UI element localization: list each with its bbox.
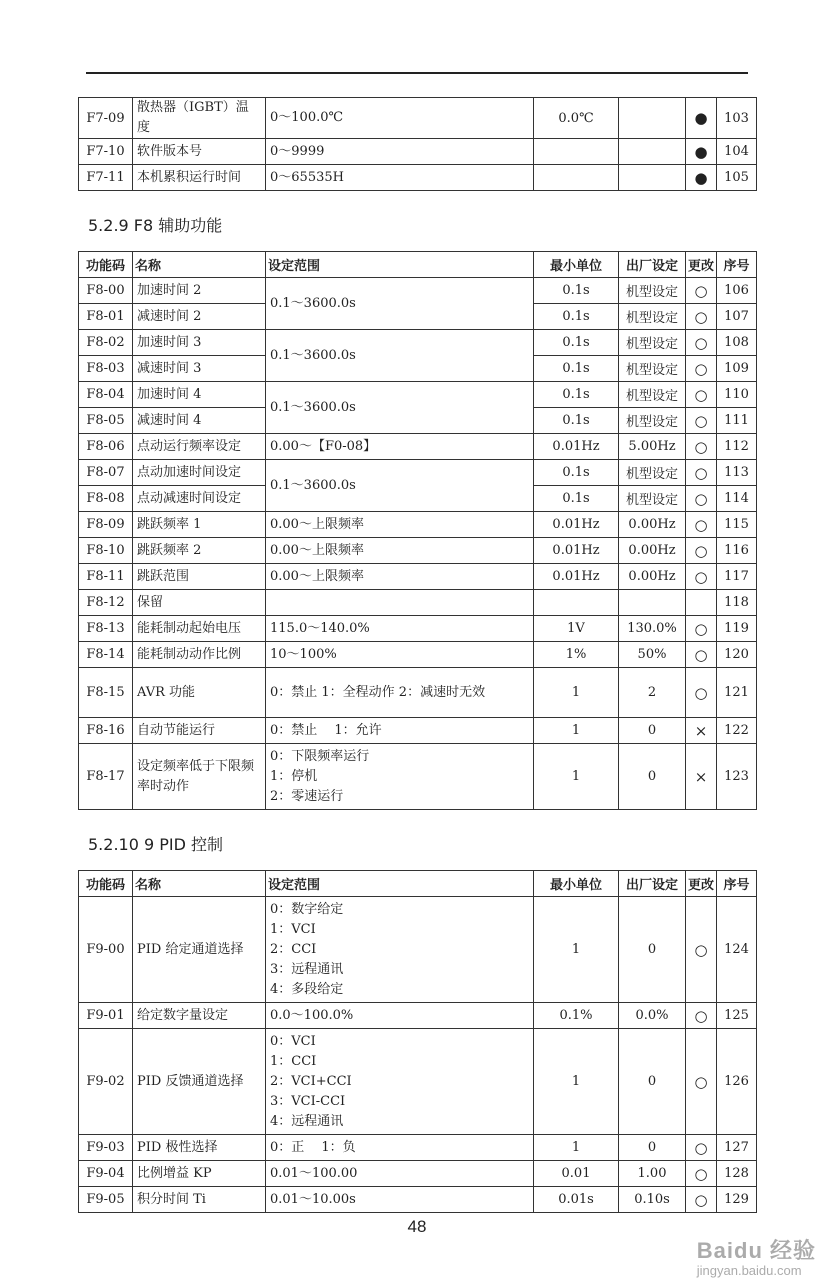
param-change-flag-icon: ○ bbox=[686, 1187, 717, 1213]
table-row bbox=[79, 642, 757, 668]
param-factory-default: 0 bbox=[619, 744, 686, 810]
param-range: 0～100.0℃ bbox=[266, 98, 534, 139]
header-seq: 序号 bbox=[717, 252, 757, 278]
param-seq: 112 bbox=[717, 434, 757, 460]
param-code: F8-06 bbox=[79, 434, 133, 460]
param-factory-default: 机型设定 bbox=[619, 460, 686, 486]
param-factory-default: 机型设定 bbox=[619, 408, 686, 434]
table-row bbox=[79, 744, 757, 810]
table-row bbox=[79, 1003, 757, 1029]
param-change-flag-icon: ○ bbox=[686, 642, 717, 668]
param-name: PID 极性选择 bbox=[133, 1135, 266, 1161]
param-name: 加速时间 2 bbox=[133, 278, 266, 304]
param-min-unit: 0.1s bbox=[534, 486, 619, 512]
param-code: F8-02 bbox=[79, 330, 133, 356]
param-code: F8-16 bbox=[79, 718, 133, 744]
page-number: 48 bbox=[407, 1217, 427, 1236]
param-min-unit: 0.1s bbox=[534, 304, 619, 330]
param-seq: 105 bbox=[717, 165, 757, 191]
table-row bbox=[79, 1161, 757, 1187]
header-name: 名称 bbox=[133, 871, 266, 897]
param-name: 减速时间 2 bbox=[133, 304, 266, 330]
param-range: 0.1～3600.0s bbox=[266, 460, 534, 512]
param-factory-default: 机型设定 bbox=[619, 304, 686, 330]
param-name: 能耗制动起始电压 bbox=[133, 616, 266, 642]
param-name: 本机累积运行时间 bbox=[133, 165, 266, 191]
param-name: 自动节能运行 bbox=[133, 718, 266, 744]
param-code: F9-00 bbox=[79, 897, 133, 1003]
param-code: F8-08 bbox=[79, 486, 133, 512]
param-name: 给定数字量设定 bbox=[133, 1003, 266, 1029]
param-change-flag-icon: ○ bbox=[686, 460, 717, 486]
param-change-flag-icon: × bbox=[686, 718, 717, 744]
param-seq: 123 bbox=[717, 744, 757, 810]
param-factory-default bbox=[619, 165, 686, 191]
param-range: 0.1～3600.0s bbox=[266, 382, 534, 434]
param-seq: 111 bbox=[717, 408, 757, 434]
table-row bbox=[79, 897, 757, 1003]
param-change-flag-icon: ○ bbox=[686, 1161, 717, 1187]
param-factory-default bbox=[619, 590, 686, 616]
param-min-unit: 0.1% bbox=[534, 1003, 619, 1029]
param-code: F9-05 bbox=[79, 1187, 133, 1213]
param-seq: 114 bbox=[717, 486, 757, 512]
param-min-unit: 1 bbox=[534, 897, 619, 1003]
param-min-unit: 1 bbox=[534, 744, 619, 810]
header-change: 更改 bbox=[686, 252, 717, 278]
param-range: 0.1～3600.0s bbox=[266, 278, 534, 330]
param-seq: 127 bbox=[717, 1135, 757, 1161]
param-min-unit: 0.1s bbox=[534, 408, 619, 434]
param-seq: 104 bbox=[717, 139, 757, 165]
param-factory-default: 机型设定 bbox=[619, 278, 686, 304]
param-range: 0.00～上限频率 bbox=[266, 512, 534, 538]
table-row bbox=[79, 538, 757, 564]
param-range: 0.00～上限频率 bbox=[266, 564, 534, 590]
header-default: 出厂设定 bbox=[619, 871, 686, 897]
param-factory-default: 0 bbox=[619, 1135, 686, 1161]
param-name: 散热器（IGBT）温度 bbox=[133, 98, 266, 139]
param-name: 跳跃范围 bbox=[133, 564, 266, 590]
param-name: 点动运行频率设定 bbox=[133, 434, 266, 460]
param-name: 保留 bbox=[133, 590, 266, 616]
table-row bbox=[79, 1029, 757, 1135]
param-min-unit: 1 bbox=[534, 1029, 619, 1135]
param-name: 减速时间 4 bbox=[133, 408, 266, 434]
param-range: 0：正 1：负 bbox=[266, 1135, 534, 1161]
param-factory-default: 机型设定 bbox=[619, 356, 686, 382]
param-range: 0：禁止 1：允许 bbox=[266, 718, 534, 744]
param-code: F8-13 bbox=[79, 616, 133, 642]
table-row bbox=[79, 616, 757, 642]
page bbox=[78, 0, 816, 1283]
table-row bbox=[79, 98, 757, 139]
page-footer bbox=[78, 1213, 816, 1283]
param-code: F7-10 bbox=[79, 139, 133, 165]
table-row bbox=[79, 460, 757, 486]
param-factory-default: 0.00Hz bbox=[619, 538, 686, 564]
param-change-flag-icon: ○ bbox=[686, 668, 717, 718]
section-title-f9: 5.2.10 9 PID 控制 bbox=[88, 835, 224, 854]
param-name: 跳跃频率 2 bbox=[133, 538, 266, 564]
param-min-unit: 0.01Hz bbox=[534, 538, 619, 564]
param-code: F8-17 bbox=[79, 744, 133, 810]
param-factory-default bbox=[619, 98, 686, 139]
param-change-flag-icon: ○ bbox=[686, 486, 717, 512]
param-seq: 121 bbox=[717, 668, 757, 718]
header-code: 功能码 bbox=[79, 871, 133, 897]
param-change-flag-icon: ○ bbox=[686, 1003, 717, 1029]
param-seq: 119 bbox=[717, 616, 757, 642]
param-range: 0：禁止 1：全程动作 2：减速时无效 bbox=[266, 668, 534, 718]
param-name: 点动加速时间设定 bbox=[133, 460, 266, 486]
param-seq: 115 bbox=[717, 512, 757, 538]
param-factory-default: 1.00 bbox=[619, 1161, 686, 1187]
param-seq: 108 bbox=[717, 330, 757, 356]
param-factory-default: 0 bbox=[619, 718, 686, 744]
param-code: F8-10 bbox=[79, 538, 133, 564]
param-code: F8-07 bbox=[79, 460, 133, 486]
param-seq: 116 bbox=[717, 538, 757, 564]
param-change-flag-icon: ○ bbox=[686, 434, 717, 460]
table-header-row bbox=[79, 871, 757, 897]
param-code: F9-03 bbox=[79, 1135, 133, 1161]
param-change-flag-icon: × bbox=[686, 744, 717, 810]
param-factory-default: 机型设定 bbox=[619, 330, 686, 356]
param-change-flag-icon bbox=[686, 590, 717, 616]
param-code: F9-04 bbox=[79, 1161, 133, 1187]
param-table-f7 bbox=[78, 97, 757, 191]
param-code: F8-00 bbox=[79, 278, 133, 304]
param-seq: 117 bbox=[717, 564, 757, 590]
param-name: 软件版本号 bbox=[133, 139, 266, 165]
header-rule bbox=[86, 72, 748, 74]
param-factory-default: 机型设定 bbox=[619, 486, 686, 512]
param-range: 0.00～上限频率 bbox=[266, 538, 534, 564]
param-change-flag-icon: ● bbox=[686, 165, 717, 191]
param-min-unit: 0.01Hz bbox=[534, 564, 619, 590]
param-seq: 107 bbox=[717, 304, 757, 330]
header-range: 设定范围 bbox=[266, 252, 534, 278]
param-name: AVR 功能 bbox=[133, 668, 266, 718]
param-min-unit: 1 bbox=[534, 1135, 619, 1161]
param-seq: 103 bbox=[717, 98, 757, 139]
param-min-unit: 0.01 bbox=[534, 1161, 619, 1187]
param-factory-default: 0 bbox=[619, 1029, 686, 1135]
header-seq: 序号 bbox=[717, 871, 757, 897]
table-row bbox=[79, 590, 757, 616]
watermark-logo: Baidu 经验 bbox=[696, 1238, 816, 1263]
header-default: 出厂设定 bbox=[619, 252, 686, 278]
param-range: 10～100% bbox=[266, 642, 534, 668]
param-code: F8-14 bbox=[79, 642, 133, 668]
param-seq: 129 bbox=[717, 1187, 757, 1213]
param-code: F7-11 bbox=[79, 165, 133, 191]
param-min-unit: 1V bbox=[534, 616, 619, 642]
param-min-unit: 1 bbox=[534, 718, 619, 744]
param-min-unit: 0.1s bbox=[534, 382, 619, 408]
param-change-flag-icon: ○ bbox=[686, 897, 717, 1003]
param-change-flag-icon: ○ bbox=[686, 616, 717, 642]
param-min-unit: 0.0℃ bbox=[534, 98, 619, 139]
param-range: 0.1～3600.0s bbox=[266, 330, 534, 382]
param-name: 跳跃频率 1 bbox=[133, 512, 266, 538]
param-name: 设定频率低于下限频率时动作 bbox=[133, 744, 266, 810]
param-seq: 125 bbox=[717, 1003, 757, 1029]
param-min-unit: 0.1s bbox=[534, 330, 619, 356]
table-row bbox=[79, 718, 757, 744]
param-seq: 110 bbox=[717, 382, 757, 408]
header-range: 设定范围 bbox=[266, 871, 534, 897]
param-range: 0～9999 bbox=[266, 139, 534, 165]
param-seq: 106 bbox=[717, 278, 757, 304]
param-code: F7-09 bbox=[79, 98, 133, 139]
param-min-unit: 0.1s bbox=[534, 356, 619, 382]
param-code: F8-04 bbox=[79, 382, 133, 408]
param-seq: 126 bbox=[717, 1029, 757, 1135]
param-table-f8 bbox=[78, 251, 757, 810]
param-change-flag-icon: ○ bbox=[686, 408, 717, 434]
param-seq: 128 bbox=[717, 1161, 757, 1187]
param-code: F8-05 bbox=[79, 408, 133, 434]
param-seq: 122 bbox=[717, 718, 757, 744]
param-factory-default bbox=[619, 139, 686, 165]
param-range: 0：数字给定 1：VCI 2：CCI 3：远程通讯 4：多段给定 bbox=[266, 897, 534, 1003]
param-seq: 113 bbox=[717, 460, 757, 486]
table-row bbox=[79, 512, 757, 538]
table-row bbox=[79, 165, 757, 191]
header-code: 功能码 bbox=[79, 252, 133, 278]
param-min-unit: 0.1s bbox=[534, 278, 619, 304]
table-row bbox=[79, 1187, 757, 1213]
table-row bbox=[79, 330, 757, 356]
param-change-flag-icon: ○ bbox=[686, 564, 717, 590]
param-factory-default: 机型设定 bbox=[619, 382, 686, 408]
param-factory-default: 2 bbox=[619, 668, 686, 718]
param-factory-default: 5.00Hz bbox=[619, 434, 686, 460]
table-row bbox=[79, 564, 757, 590]
header-name: 名称 bbox=[133, 252, 266, 278]
param-change-flag-icon: ○ bbox=[686, 304, 717, 330]
param-name: 点动减速时间设定 bbox=[133, 486, 266, 512]
param-change-flag-icon: ○ bbox=[686, 330, 717, 356]
param-change-flag-icon: ○ bbox=[686, 382, 717, 408]
param-name: 比例增益 KP bbox=[133, 1161, 266, 1187]
param-name: 加速时间 4 bbox=[133, 382, 266, 408]
param-change-flag-icon: ○ bbox=[686, 512, 717, 538]
param-min-unit: 0.01Hz bbox=[534, 434, 619, 460]
param-change-flag-icon: ○ bbox=[686, 1135, 717, 1161]
param-seq: 120 bbox=[717, 642, 757, 668]
table-row bbox=[79, 434, 757, 460]
section-title-f8: 5.2.9 F8 辅助功能 bbox=[88, 216, 223, 235]
param-table-f9 bbox=[78, 870, 757, 1213]
param-code: F8-12 bbox=[79, 590, 133, 616]
param-min-unit: 1% bbox=[534, 642, 619, 668]
param-min-unit: 0.1s bbox=[534, 460, 619, 486]
baidu-watermark bbox=[697, 1239, 816, 1279]
watermark-url: jingyan.baidu.com bbox=[696, 1263, 802, 1278]
table-row bbox=[79, 382, 757, 408]
param-change-flag-icon: ○ bbox=[686, 538, 717, 564]
param-range bbox=[266, 590, 534, 616]
param-factory-default: 0 bbox=[619, 897, 686, 1003]
param-range: 0.01～10.00s bbox=[266, 1187, 534, 1213]
param-seq: 109 bbox=[717, 356, 757, 382]
param-change-flag-icon: ● bbox=[686, 98, 717, 139]
param-min-unit: 1 bbox=[534, 668, 619, 718]
param-name: 能耗制动动作比例 bbox=[133, 642, 266, 668]
param-factory-default: 0.00Hz bbox=[619, 512, 686, 538]
param-code: F8-01 bbox=[79, 304, 133, 330]
param-range: 0：下限频率运行 1：停机 2：零速运行 bbox=[266, 744, 534, 810]
param-name: 积分时间 Ti bbox=[133, 1187, 266, 1213]
param-factory-default: 0.0% bbox=[619, 1003, 686, 1029]
table-row bbox=[79, 1135, 757, 1161]
param-seq: 124 bbox=[717, 897, 757, 1003]
param-code: F9-01 bbox=[79, 1003, 133, 1029]
param-factory-default: 0.10s bbox=[619, 1187, 686, 1213]
param-name: 加速时间 3 bbox=[133, 330, 266, 356]
param-code: F8-15 bbox=[79, 668, 133, 718]
param-range: 115.0～140.0% bbox=[266, 616, 534, 642]
header-unit: 最小单位 bbox=[534, 252, 619, 278]
param-name: PID 给定通道选择 bbox=[133, 897, 266, 1003]
table-row bbox=[79, 139, 757, 165]
param-change-flag-icon: ● bbox=[686, 139, 717, 165]
param-min-unit bbox=[534, 139, 619, 165]
param-min-unit: 0.01s bbox=[534, 1187, 619, 1213]
param-code: F8-03 bbox=[79, 356, 133, 382]
header-change: 更改 bbox=[686, 871, 717, 897]
table-row bbox=[79, 668, 757, 718]
param-name: 减速时间 3 bbox=[133, 356, 266, 382]
table-row bbox=[79, 278, 757, 304]
param-min-unit: 0.01Hz bbox=[534, 512, 619, 538]
param-range: 0.01～100.00 bbox=[266, 1161, 534, 1187]
param-seq: 118 bbox=[717, 590, 757, 616]
param-code: F8-09 bbox=[79, 512, 133, 538]
param-range: 0.0～100.0% bbox=[266, 1003, 534, 1029]
param-factory-default: 0.00Hz bbox=[619, 564, 686, 590]
param-code: F9-02 bbox=[79, 1029, 133, 1135]
param-name: PID 反馈通道选择 bbox=[133, 1029, 266, 1135]
param-code: F8-11 bbox=[79, 564, 133, 590]
param-range: 0.00～【F0-08】 bbox=[266, 434, 534, 460]
param-factory-default: 130.0% bbox=[619, 616, 686, 642]
param-change-flag-icon: ○ bbox=[686, 1029, 717, 1135]
header-unit: 最小单位 bbox=[534, 871, 619, 897]
param-min-unit bbox=[534, 165, 619, 191]
param-range: 0～65535H bbox=[266, 165, 534, 191]
table-header-row bbox=[79, 252, 757, 278]
param-factory-default: 50% bbox=[619, 642, 686, 668]
param-change-flag-icon: ○ bbox=[686, 278, 717, 304]
param-change-flag-icon: ○ bbox=[686, 356, 717, 382]
param-range: 0：VCI 1：CCI 2：VCI+CCI 3：VCI-CCI 4：远程通讯 bbox=[266, 1029, 534, 1135]
param-min-unit bbox=[534, 590, 619, 616]
